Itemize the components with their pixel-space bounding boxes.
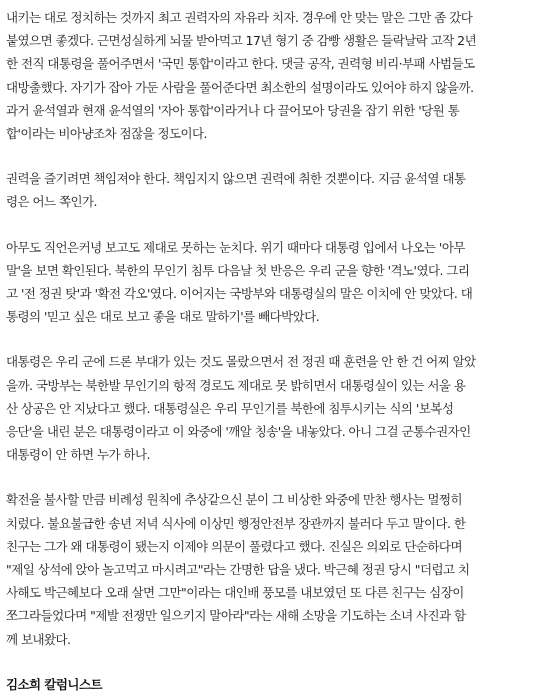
text-line: 께 보내왔다. <box>6 631 71 647</box>
text-line: 쪼그라들었다며 "제발 전쟁만 일으키지 말아라"라는 새해 소망을 기도하는 소녀 사진과 함 <box>6 608 466 624</box>
text-line: 응단'을 내린 분은 대통령이라고 이 와중에 '깨알 칭송'을 내놓았다. 아니 그걸 군통수권자인 <box>6 424 471 440</box>
text-line: 과거 윤석열과 현재 윤석열의 '자아 통합'이라거나 다 끌어모아 당권을 잡기 위한 '당원 통 <box>6 102 460 118</box>
text-line: 아무도 직언은커녕 보고도 제대로 못하는 눈치다. 위기 때마다 대통령 입에서 나오는 '아무 <box>6 239 465 255</box>
text-line: 통령의 '믿고 싶은 대로 보고 좋을 대로 말하기'를 빼다박았다. <box>6 309 320 325</box>
text-line: 사해도 박근혜보다 오래 살면 그만"이라는 대인배 풍모를 내보였던 또 다른 친구는 심장이 <box>6 585 464 601</box>
text-line: 붙였으면 좋겠다. 근면성실하게 뇌물 받아먹고 17년 형기 중 감빵 생활은 들락날락 고작 2년 <box>6 33 477 49</box>
text-line: 대방출했다. 자기가 잡아 가둔 사람을 풀어준다면 최소한의 설명이라도 있어야 하지 않을까. <box>6 79 474 95</box>
text-line: 대통령이 안 하면 누가 하나. <box>6 447 150 463</box>
text-line: 령은 어느 쪽인가. <box>6 194 97 210</box>
paragraph-2 <box>6 167 554 213</box>
text-line: "제일 상석에 앉아 놀고먹고 마시려고"라는 간명한 답을 냈다. 박근혜 정권 당시 "더럽고 치 <box>6 562 470 578</box>
text-line: 대통령은 우리 군에 드론 부대가 있는 것도 몰랐으면서 전 정권 때 훈련을 안 한 건 어찌 알았 <box>6 354 476 370</box>
text-line: 치렀다. 불요불급한 송년 저녁 식사에 이상민 행정안전부 장관까지 불러다 두고 말이다. 한 <box>6 515 466 531</box>
text-line: 산 상공은 안 지났다고 했다. 대통령실은 우리 무인기를 북한에 침투시키는 식의 '보복성 <box>6 400 454 416</box>
text-line: 친구는 그가 왜 대통령이 됐는지 이제야 의문이 풀렸다고 했다. 진실은 의외로 단순하다며 <box>6 538 462 554</box>
paragraph-1 <box>6 6 554 145</box>
text-line: 내키는 대로 정치하는 것까지 최고 권력자의 자유라 치자. 경우에 안 맞는 말은 그만 좀 갔다 <box>6 10 473 25</box>
author-byline: 김소희 칼럼니스트 <box>6 676 103 692</box>
text-line: 권력을 즐기려면 책임져야 한다. 책임지지 않으면 권력에 취한 것뿐이다. 지금 윤석열 대통 <box>6 171 466 187</box>
text-line: 을까. 국방부는 북한발 무인기의 항적 경로도 제대로 못 밝히면서 대통령실이 있는 서울 용 <box>6 377 466 393</box>
article-body <box>6 6 554 696</box>
text-line: 말'을 보면 확인된다. 북한의 무인기 침투 다음날 첫 반응은 우리 군을 향한 '격노'였다. 그리 <box>6 262 470 278</box>
paragraph-5 <box>6 488 554 650</box>
text-line: 한 전직 대통령을 풀어주면서 '국민 통합'이라고 한다. 댓글 공작, 권력형 비리·부패 사범들도 <box>6 56 475 72</box>
text-line: 합'이라는 비아냥조차 점잖을 정도이다. <box>6 126 207 142</box>
paragraph-3 <box>6 236 554 329</box>
text-line: 확전을 불사할 만큼 비례성 원칙에 추상같으신 분이 그 비상한 와중에 만찬 행사는 멀쩡히 <box>6 492 462 508</box>
paragraph-4 <box>6 350 554 466</box>
text-line: 고 '전 정권 탓'과 '확전 각오'였다. 이어지는 국방부와 대통령실의 말은 이치에 안 맞았다. 대 <box>6 286 473 302</box>
